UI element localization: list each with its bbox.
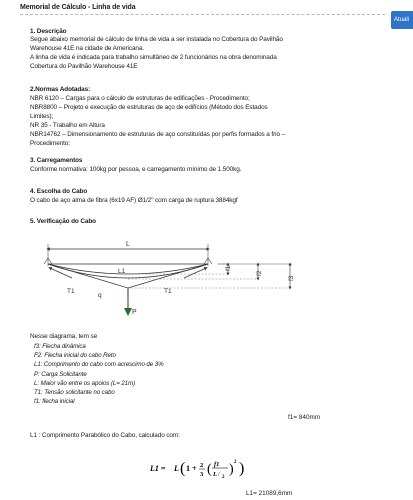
cable-curve-dynamic [48,264,208,288]
svg-text:2: 2 [200,462,204,469]
svg-text:/: / [218,472,220,478]
document-title: Memorial de Cálculo - Linha de vida [20,4,136,11]
svg-text:(: ( [207,462,212,477]
legend-item: f1: flecha inicial [34,398,75,405]
section-1-heading: 1. Descrição [30,28,67,35]
section-2-line: NBR8800 – Projeto e execução de estruturas de aço de edifícios (Método dos Estados [30,104,268,111]
svg-text:1 +: 1 + [186,464,197,473]
section-4-heading: 4. Escolha do Cabo [30,188,88,195]
f1-value: f1= 840mm [288,414,321,421]
svg-text:3: 3 [200,471,204,478]
l1-formula [150,455,290,481]
q-label: q [98,292,102,299]
legend-item: L: Maior vão entre os apoios (L= 21m) [34,380,136,387]
svg-text:L: L [213,471,217,478]
section-5-heading: 5. Verificação do Cabo [30,218,96,225]
header-divider [20,14,385,15]
cable-diagram [40,236,310,322]
section-1-line: Warehouse 41E na cidade de Americana. [30,45,145,52]
p-label: P [132,309,137,316]
legend-item: T1: Tensão solicitante no cabo [34,389,115,396]
update-button[interactable]: Atuali [391,11,413,29]
svg-text:): ) [229,462,234,477]
section-1-line: Segue abaixo memorial de cálculo de linha de vida a ser instalada no Cobertura do Pavilhão [30,36,283,43]
section-4-line: O cabo de aço alma de fibra (6x19 AF) Ø1/2" com carga de ruptura 3884kgf [30,197,238,204]
svg-text:f1: f1 [214,461,220,468]
section-2-heading: 2.Normas Adotadas: [30,86,91,93]
svg-text:(: ( [180,460,186,477]
section-2-line: NBR 6120 – Cargas para o cálculo de estruturas de edificações - Procedimento; [30,95,250,102]
legend-item: f3: Flecha dinâmica [34,343,86,350]
l1-diagram-label: L1 [118,268,126,275]
f1-diagram-label: f1 [225,265,232,271]
section-1-line: Cobertura do Pavilhão Warehouse 41E [30,63,138,70]
svg-text:2: 2 [234,460,237,465]
section-3-line: Conforme normativa: 100kg por pessoa, e carregamento mínimo de 1.500kg. [30,166,242,173]
legend-item: F2: Flecha inicial do cabo Reto [34,352,116,359]
section-1-line: A linha de vida é indicada para trabalho simultâneo de 2 funcionários na obra denominada [30,54,277,61]
cable-curve-initial [48,264,208,274]
section-2-line: Limites); [30,113,54,120]
svg-text:2: 2 [222,475,225,480]
section-2-line: Procedimento; [30,140,70,147]
t1-right-label: T1 [164,288,172,295]
span-label: L [126,241,130,248]
f2-diagram-label: f2 [256,270,263,276]
f3-diagram-label: f3 [288,275,295,281]
l1-value: L1= 21089,6mm [246,490,293,497]
t1-left-label: T1 [67,288,75,295]
section-3-heading: 3. Carregamentos [30,157,83,164]
diagram-intro: Nesse diagrama, tem se [30,333,98,340]
svg-text:L: L [174,464,179,473]
svg-text:): ) [239,460,245,477]
legend-item: L1: Comprimento do cabo com acrescimo de 3% [34,361,164,368]
legend-item: P: Carga Solicitante [34,371,87,378]
l1-description: L1 : Comprimento Parabólico do Cabo, calculado com: [30,432,180,439]
svg-text:L1 =: L1 = [150,464,166,473]
section-2-line: NBR14762 – Dimensionamento de estruturas de aço constituídas por perfis formados a frio – [30,131,286,138]
section-2-line: NR 35 - Trabalho em Altura [30,122,105,129]
